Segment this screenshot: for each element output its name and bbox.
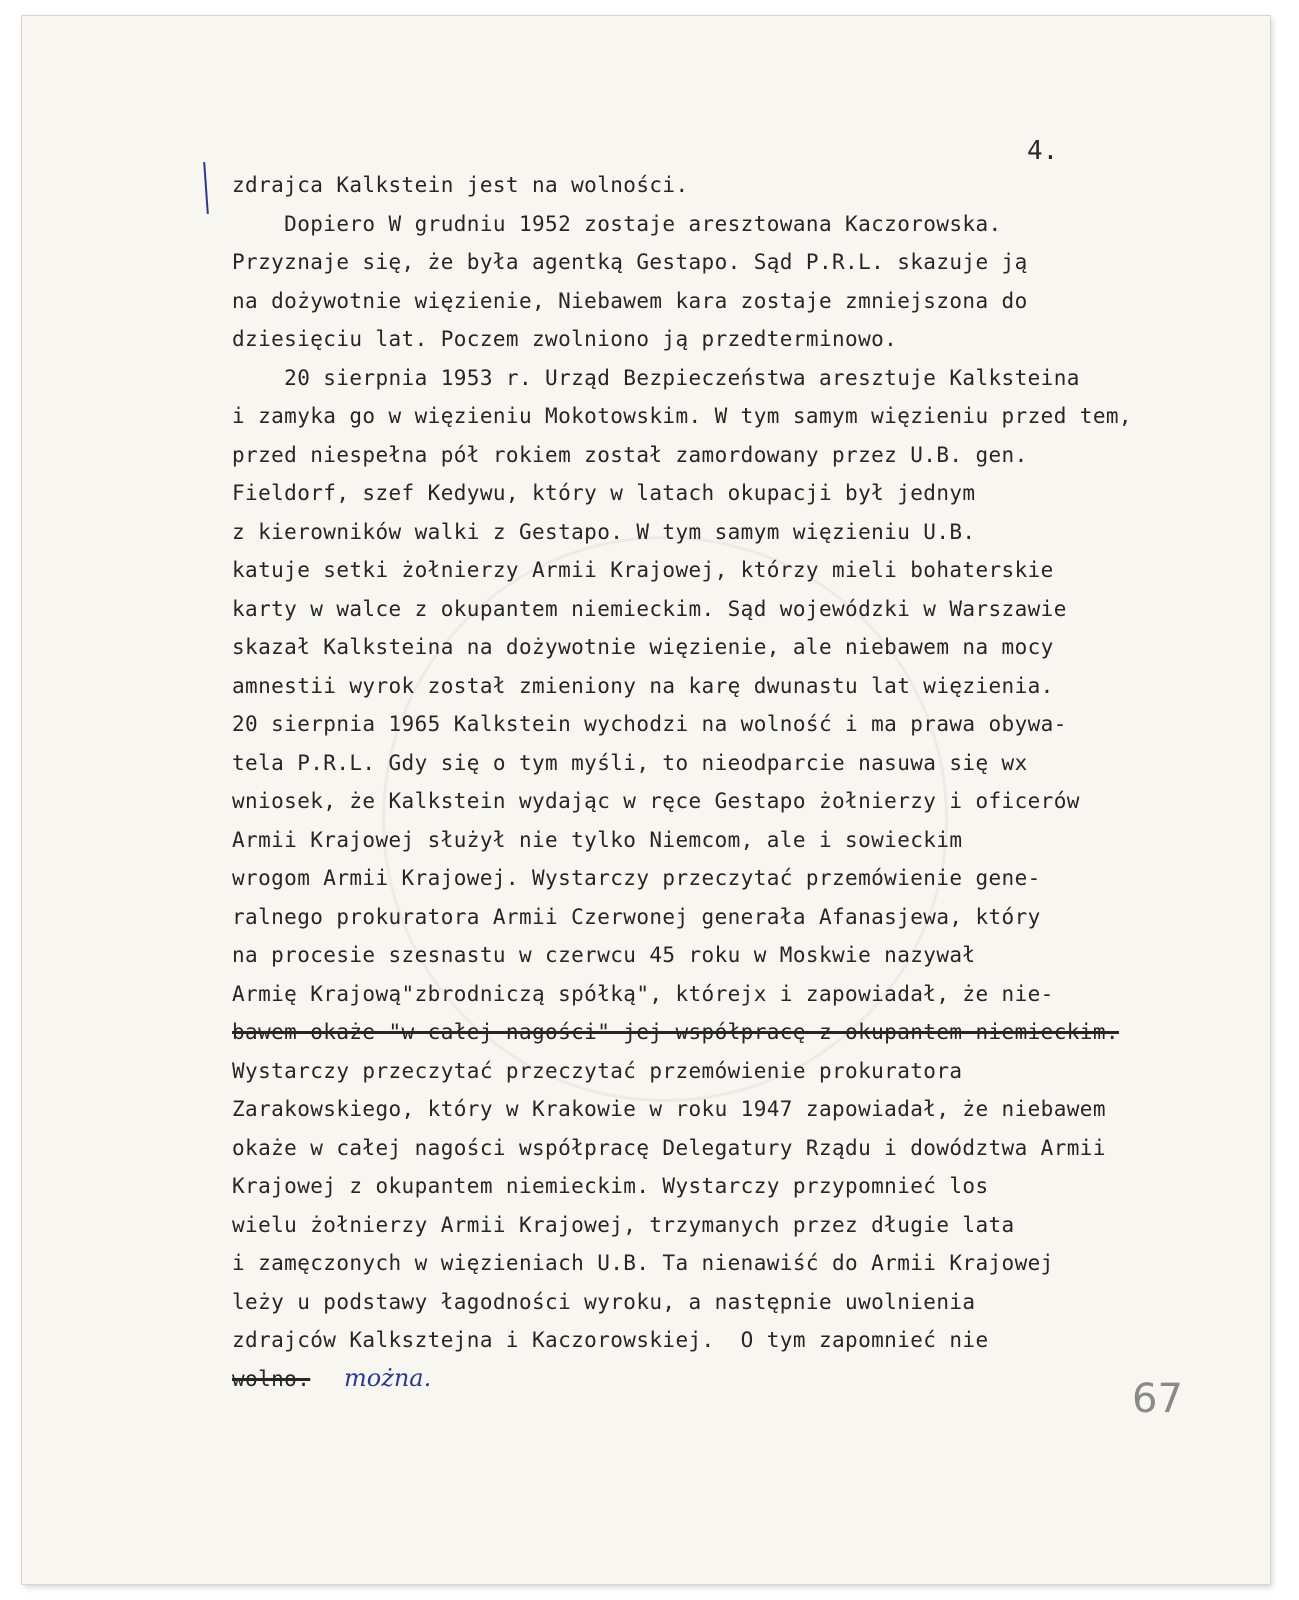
text-line: Dopiero W grudniu 1952 zostaje aresztowana Kaczorowska.: [232, 211, 1002, 236]
text-line: 20 sierpnia 1965 Kalkstein wychodzi na wolność i ma prawa obywa-: [232, 712, 1067, 736]
struck-text-line: wolno.: [232, 1366, 311, 1391]
handwritten-note: można.: [344, 1364, 432, 1392]
text-line: Przyznaje się, że była agentką Gestapo. Sąd P.R.L. skazuje ją: [232, 250, 1028, 274]
text-line: 20 sierpnia 1953 r. Urząd Bezpieczeństwa aresztuje Kalksteina: [232, 365, 1080, 390]
text-line: tela P.R.L. Gdy się o tym myśli, to nieodparcie nasuwa się wx: [232, 750, 1028, 775]
text-line: i zamęczonych w więzieniach U.B. Ta nienawiść do Armii Krajowej: [232, 1251, 1054, 1275]
archive-number: 67: [1132, 1376, 1183, 1422]
struck-text-line: bawem okaże "w całej nagości" jej współpracę z okupantem niemieckim.: [232, 1020, 1119, 1044]
text-line: przed niespełna pół rokiem został zamordowany przez U.B. gen.: [232, 442, 1028, 467]
typewritten-text: [232, 166, 1132, 1398]
text-line: zdrajców Kalksztejna i Kaczorowskiej. O tym zapomnieć nie: [232, 1328, 989, 1352]
text-line: dziesięciu lat. Poczem zwolniono ją przedterminowo.: [232, 327, 898, 351]
text-line: skazał Kalksteina na dożywotnie więzienie, ale niebawem na mocy: [232, 635, 1054, 659]
document-sheet: [22, 16, 1270, 1584]
text-line: katuje setki żołnierzy Armii Krajowej, którzy mieli bohaterskie: [232, 558, 1054, 582]
margin-mark: [203, 162, 209, 214]
text-line: wielu żołnierzy Armii Krajowej, trzymanych przez długie lata: [232, 1212, 1015, 1237]
text-line: na procesie szesnastu w czerwcu 45 roku w Moskwie nazywał: [232, 943, 976, 967]
text-line: karty w walce z okupantem niemieckim. Sąd wojewódzki w Warszawie: [232, 596, 1067, 621]
text-line: Zarakowskiego, który w Krakowie w roku 1947 zapowiadał, że niebawem: [232, 1097, 1106, 1121]
text-line: Armię Krajową"zbrodniczą spółką", którejx i zapowiadał, że nie-: [232, 981, 1054, 1006]
text-line: na dożywotnie więzienie, Niebawem kara zostaje zmniejszona do: [232, 288, 1028, 313]
text-line: Fieldorf, szef Kedywu, który w latach okupacji był jednym: [232, 481, 976, 505]
text-line: Armii Krajowej służył nie tylko Niemcom, ale i sowieckim: [232, 827, 963, 852]
text-line: ralnego prokuratora Armii Czerwonej generała Afanasjewa, który: [232, 904, 1041, 929]
text-line: leży u podstawy łagodności wyroku, a następnie uwolnienia: [232, 1289, 976, 1314]
text-line: wniosek, że Kalkstein wydając w ręce Gestapo żołnierzy i oficerów: [232, 789, 1080, 813]
text-line: i zamyka go w więzieniu Mokotowskim. W tym samym więzieniu przed tem,: [232, 404, 1132, 428]
text-line: okaże w całej nagości współpracę Delegatury Rządu i dowództwa Armii: [232, 1135, 1106, 1160]
page-number: 4.: [1027, 136, 1059, 166]
text-line: wrogom Armii Krajowej. Wystarczy przeczytać przemówienie gene-: [232, 866, 1041, 890]
text-line: amnestii wyrok został zmieniony na karę dwunastu lat więzienia.: [232, 673, 1054, 698]
text-line: z kierowników walki z Gestapo. W tym samym więzieniu U.B.: [232, 519, 976, 544]
text-line: Krajowej z okupantem niemieckim. Wystarczy przypomnieć los: [232, 1174, 989, 1198]
text-line: zdrajca Kalkstein jest na wolności.: [232, 173, 689, 197]
text-line: Wystarczy przeczytać przeczytać przemówienie prokuratora: [232, 1058, 963, 1083]
